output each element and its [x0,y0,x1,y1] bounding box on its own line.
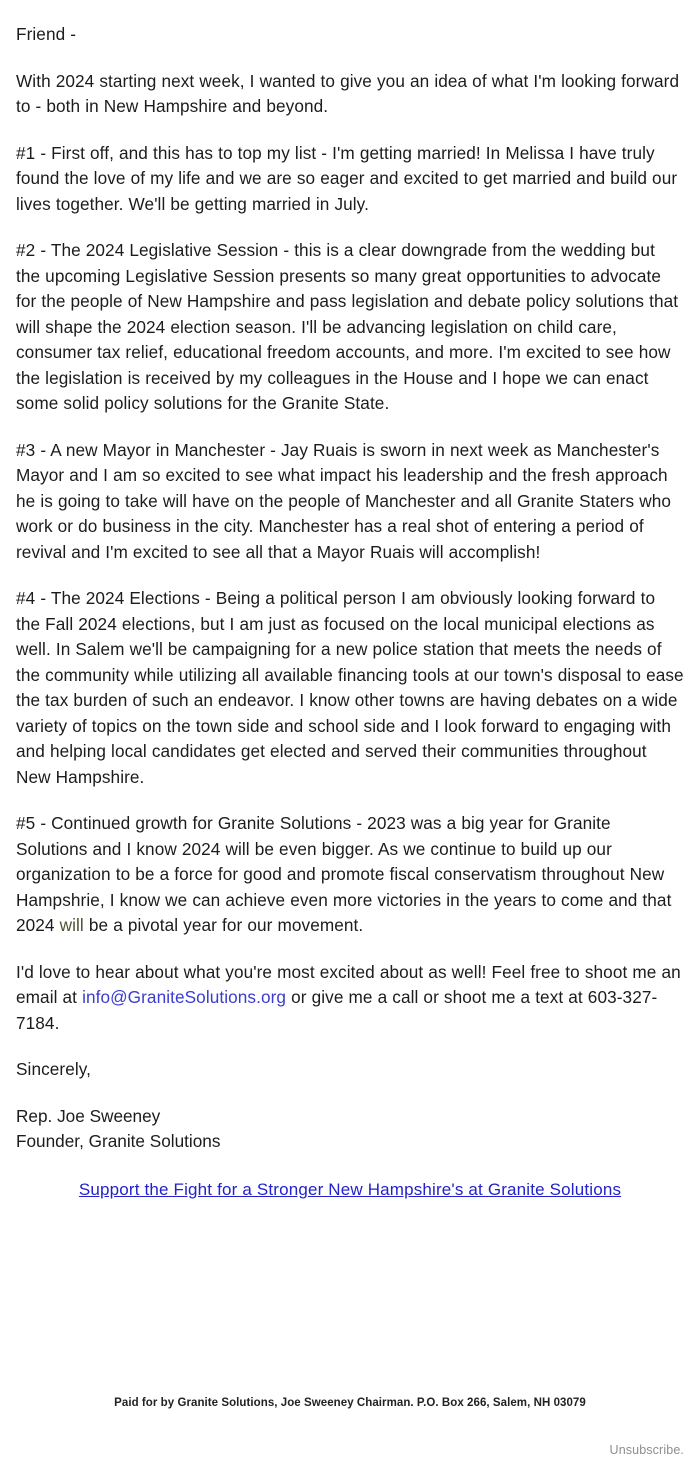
signature-block [16,1104,684,1155]
email-address-link[interactable]: info@GraniteSolutions.org [82,987,287,1007]
paragraph-item-5-text-before: #5 - Continued growth for Granite Solutions - 2023 was a big year for Granite Solutions and I know 2024 will be even bigger. As we continue to build up our organization to be a force for good and promote fiscal conservatism throughout New Hampshrie, I know we can achieve even more victories in the years to come and that 2024 [16,813,672,935]
paragraph-item-5 [16,811,684,939]
contact-text-after: or give me a call or shoot me a text at 603-327-7184. [16,987,658,1033]
signature-title: Founder, Granite Solutions [16,1131,221,1151]
paragraph-item-5-text-after: be a pivotal year for our movement. [83,915,364,935]
support-cta-link[interactable]: Support the Fight for a Stronger New Hampshire's at Granite Solutions [78,1179,622,1199]
intro-paragraph: With 2024 starting next week, I wanted to give you an idea of what I'm looking forward to - both in New Hampshire and beyond. [16,70,680,116]
unsubscribe-link[interactable]: Unsubscribe. [609,1442,684,1457]
cta-container [16,1177,684,1203]
salutation-text: Friend - [16,24,77,44]
paragraph-item-4: #4 - The 2024 Elections - Being a political person I am obviously looking forward to the Fall 2024 elections, but I am just as focused on the local municipal elections as well. In Salem we'll be campaigning for a new police station that meets the needs of the community while utilizing all available financing tools at our town's disposal to ease the tax burden of such an endeavor. I know other towns are having debates on a wide variety of topics on the town side and school side and I look forward to engaging with and helping local candidates get elected and served their communities throughout New Hampshire. [16,588,684,787]
footer-spacer [0,1203,700,1395]
signature-name: Rep. Joe Sweeney [16,1105,161,1126]
contact-paragraph [16,960,684,1037]
paragraph-item-3: #3 - A new Mayor in Manchester - Jay Ruais is sworn in next week as Manchester's Mayor and I am so excited to see what impact his leadership and the fresh approach he is going to take will have on the people of Manchester and all Granite Staters who work or do business in the city. Manchester has a real shot of entering a period of revival and I'm excited to see all that a Mayor Ruais will accomplish! [16,439,671,562]
paragraph-item-5-highlight: will [59,915,84,935]
closing-text: Sincerely, [16,1059,92,1079]
unsubscribe-container [0,1411,700,1459]
paragraph-item-2: #2 - The 2024 Legislative Session - this is a clear downgrade from the wedding but the upcoming Legislative Session presents so many great opportunities to advocate for the people of New Hampshire and pass legislation and debate policy solutions that will shape the 2024 election season. I'll be advancing legislation on child care, consumer tax relief, educational freedom accounts, and more. I'm excited to see how the legislation is received by my colleagues in the House and I hope we can enact some solid policy solutions for the Granite State. [16,240,679,413]
paragraph-item-1: #1 - First off, and this has to top my list - I'm getting married! In Melissa I have truly found the love of my life and we are so eager and excited to get married and build our lives together. We'll be getting married in July. [16,142,678,214]
contact-text-before: I'd love to hear about what you're most excited about as well! Feel free to shoot me an email at [16,961,681,1007]
paid-for-by-disclaimer: Paid for by Granite Solutions, Joe Sweeney Chairman. P.O. Box 266, Salem, NH 03079 [114,1396,586,1409]
